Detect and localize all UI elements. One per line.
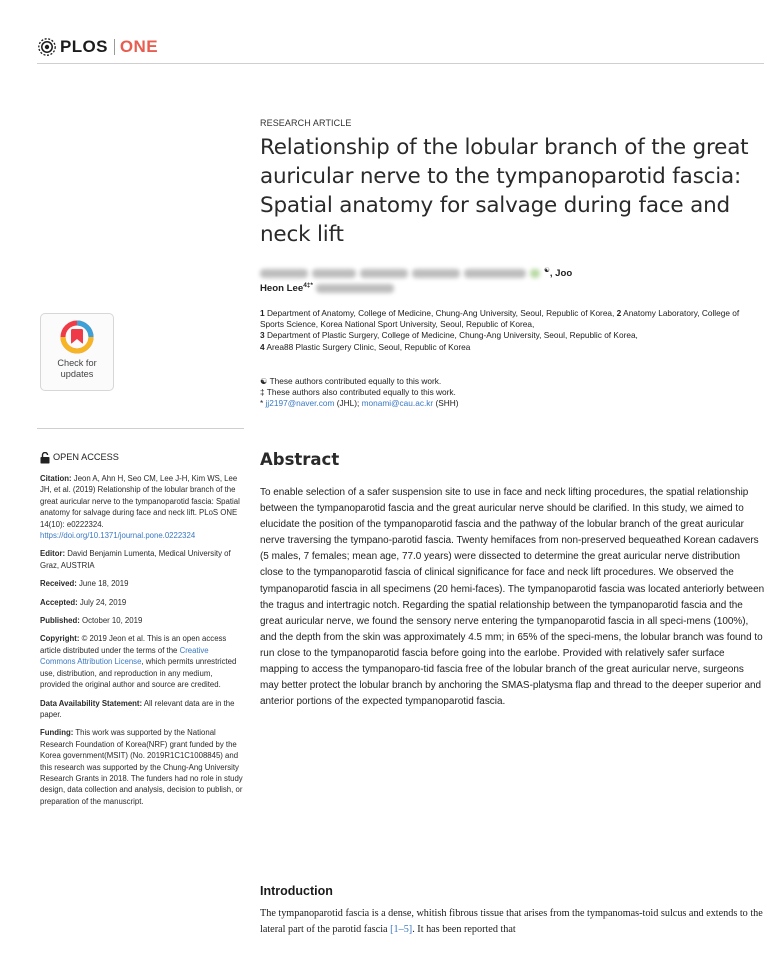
article-type: RESEARCH ARTICLE bbox=[260, 118, 352, 128]
affiliation-3: 3 Department of Plastic Surgery, College of Medicine, Chung-Ang University, Seoul, Republic of Korea, bbox=[260, 330, 638, 341]
abstract-body: To enable selection of a safer suspension site to use in face and neck lifting procedures, the spatial relationship between the tympanoparotid fascia and the great auricular nerve should be clarified. In this study, we aimed to elucidate the position of the tympanoparotid fascia and the pathway of the lobular branch of the great auricular nerve traversing the tympano-parotid fascia. Twenty hemifaces from non-preserved bequeathed Korean cadavers (5 males, 7 females; mean age, 77.0 years) were dissected to determine the great auricular nerve distribution close to the tympanoparotid fascia of clinical significance for face and neck lift procedures. We observed the tympanoparotid fascia in all specimens (20 hemi-faces). The tympanoparotid fascia was located anteriorly between the tragus and intertragic notch. Regarding the spatial relationship between the tympanoparotid fascia and the great auricular nerve, we found the sensory nerve entering the tympanoparotid fascia in all speci-mens (100%), and the depth from the skin was approximately 4.5 mm; in 65% of the speci-mens, the lobular branch was found to run close to the tympanoparotid fascia before going into the earlobe. Provided with relatively safer surface mapping to access the tympanoparo-tid fascia free of the lobular branch of the great auricular nerve, surgeons may better protect the lobular branch by anchoring the SMAS-platysma flap and thread to the deeper superior and anterior portions of the expected tympanoparotid fascia. bbox=[260, 487, 765, 708]
copyright: Copyright: © 2019 Jeon et al. This is an open access article distributed under the terms of the Creative Commons Attribution License, which permits unrestricted use, distribution, and reproduction in any medium, provided the original author and source are credited. bbox=[40, 634, 237, 690]
data-availability: Data Availability Statement: All relevant data are in the paper. bbox=[40, 698, 235, 719]
redacted-author bbox=[360, 269, 408, 278]
logo-one-text: ONE bbox=[119, 37, 158, 56]
crossmark-icon bbox=[60, 320, 94, 354]
redacted-author bbox=[530, 269, 540, 278]
citation: Citation: Jeon A, Ahn H, Seo CM, Lee J-H, Kim WS, Lee JH, et al. (2019) Relationship of the lobular branch of the great auricular nerve to the tympanoparotid fascia: Spatial anatomy for salvage during face and neck lift. PLoS ONE 14(10): e0222324. https://doi.org/10.1371/journal.pone.0222324 bbox=[40, 474, 240, 541]
published-date: Published: October 10, 2019 bbox=[40, 616, 143, 626]
affiliation-4: 4 Area88 Plastic Surgery Clinic, Seoul, Republic of Korea bbox=[260, 341, 471, 352]
introduction-body: The tympanoparotid fascia is a dense, whitish fibrous tissue that arises from the tympanomas-toid sulcus and extends to the lateral part of the parotid fascia [1–5]. It has been reported that bbox=[260, 908, 763, 935]
article-title: Relationship of the lobular branch of the great auricular nerve to the tympanoparotid fascia: Spatial anatomy for salvage during face and neck lift bbox=[260, 135, 749, 247]
check-for-updates-badge[interactable] bbox=[40, 313, 114, 391]
redacted-author bbox=[312, 269, 356, 278]
sidebar-divider bbox=[37, 428, 244, 429]
funding: Funding: This work was supported by the National Research Foundation of Korea(NRF) grant funded by the Korea government(MSIT) (No. 2019R1C1C1008845) and this research was supported by the Chung-Ang University Research Grants in 2018. The funders had no role in study design, data collection and analysis, decision to publish, or preparation of the manuscript. bbox=[40, 728, 243, 806]
redacted-author bbox=[316, 284, 394, 293]
redacted-author bbox=[464, 269, 526, 278]
editor: Editor: David Benjamin Lumenta, Medical University of Graz, AUSTRIA bbox=[40, 549, 231, 570]
correspondence: * jj2197@naver.com (JHL); monami@cau.ac.kr (SHH) bbox=[260, 398, 459, 408]
email-link-2[interactable]: monami@cau.ac.kr bbox=[361, 398, 434, 408]
logo-separator bbox=[114, 39, 115, 55]
introduction-heading: Introduction bbox=[260, 884, 333, 898]
author-sup: ☯ bbox=[544, 266, 550, 274]
header-divider bbox=[37, 63, 764, 64]
doi-link[interactable]: https://doi.org/10.1371/journal.pone.0222324 bbox=[40, 531, 196, 541]
article-sidebar bbox=[40, 452, 244, 814]
logo-plos-text: PLOS bbox=[60, 37, 108, 56]
open-lock-icon bbox=[40, 452, 50, 464]
affiliation-2: 2 Anatomy Laboratory, College of Sports Science, Korea National Sport University, Seoul, Republic of Korea, bbox=[260, 308, 740, 330]
redacted-author bbox=[260, 269, 308, 278]
plos-logo-icon bbox=[37, 37, 57, 57]
accepted-date: Accepted: July 24, 2019 bbox=[40, 597, 127, 607]
open-access-label: OPEN ACCESS bbox=[40, 452, 244, 464]
affiliations bbox=[260, 308, 765, 353]
email-link-1[interactable]: jj2197@naver.com bbox=[265, 398, 335, 408]
author-notes bbox=[260, 376, 765, 409]
received-date: Received: June 18, 2019 bbox=[40, 579, 129, 589]
abstract-heading: Abstract bbox=[260, 450, 340, 469]
author-name[interactable]: Heon Lee bbox=[260, 283, 304, 294]
author-tail: , Joo bbox=[549, 268, 573, 279]
license-link[interactable]: Creative Commons Attribution License bbox=[40, 645, 209, 667]
author-sup: * bbox=[310, 281, 313, 289]
affiliation-1: 1 Department of Anatomy, College of Medicine, Chung-Ang University, Seoul, Republic of Korea, bbox=[260, 308, 615, 318]
badge-label: Check for updates bbox=[57, 358, 97, 379]
author-list bbox=[260, 266, 765, 296]
journal-logo[interactable] bbox=[37, 37, 158, 57]
author-sup: 4‡ bbox=[303, 281, 311, 289]
also-equal-contribution-note: ‡ These authors also contributed equally to this work. bbox=[260, 387, 456, 397]
equal-contribution-note: ☯ These authors contributed equally to this work. bbox=[260, 376, 442, 386]
redacted-author bbox=[412, 269, 460, 278]
reference-link[interactable]: [1–5] bbox=[390, 923, 413, 935]
